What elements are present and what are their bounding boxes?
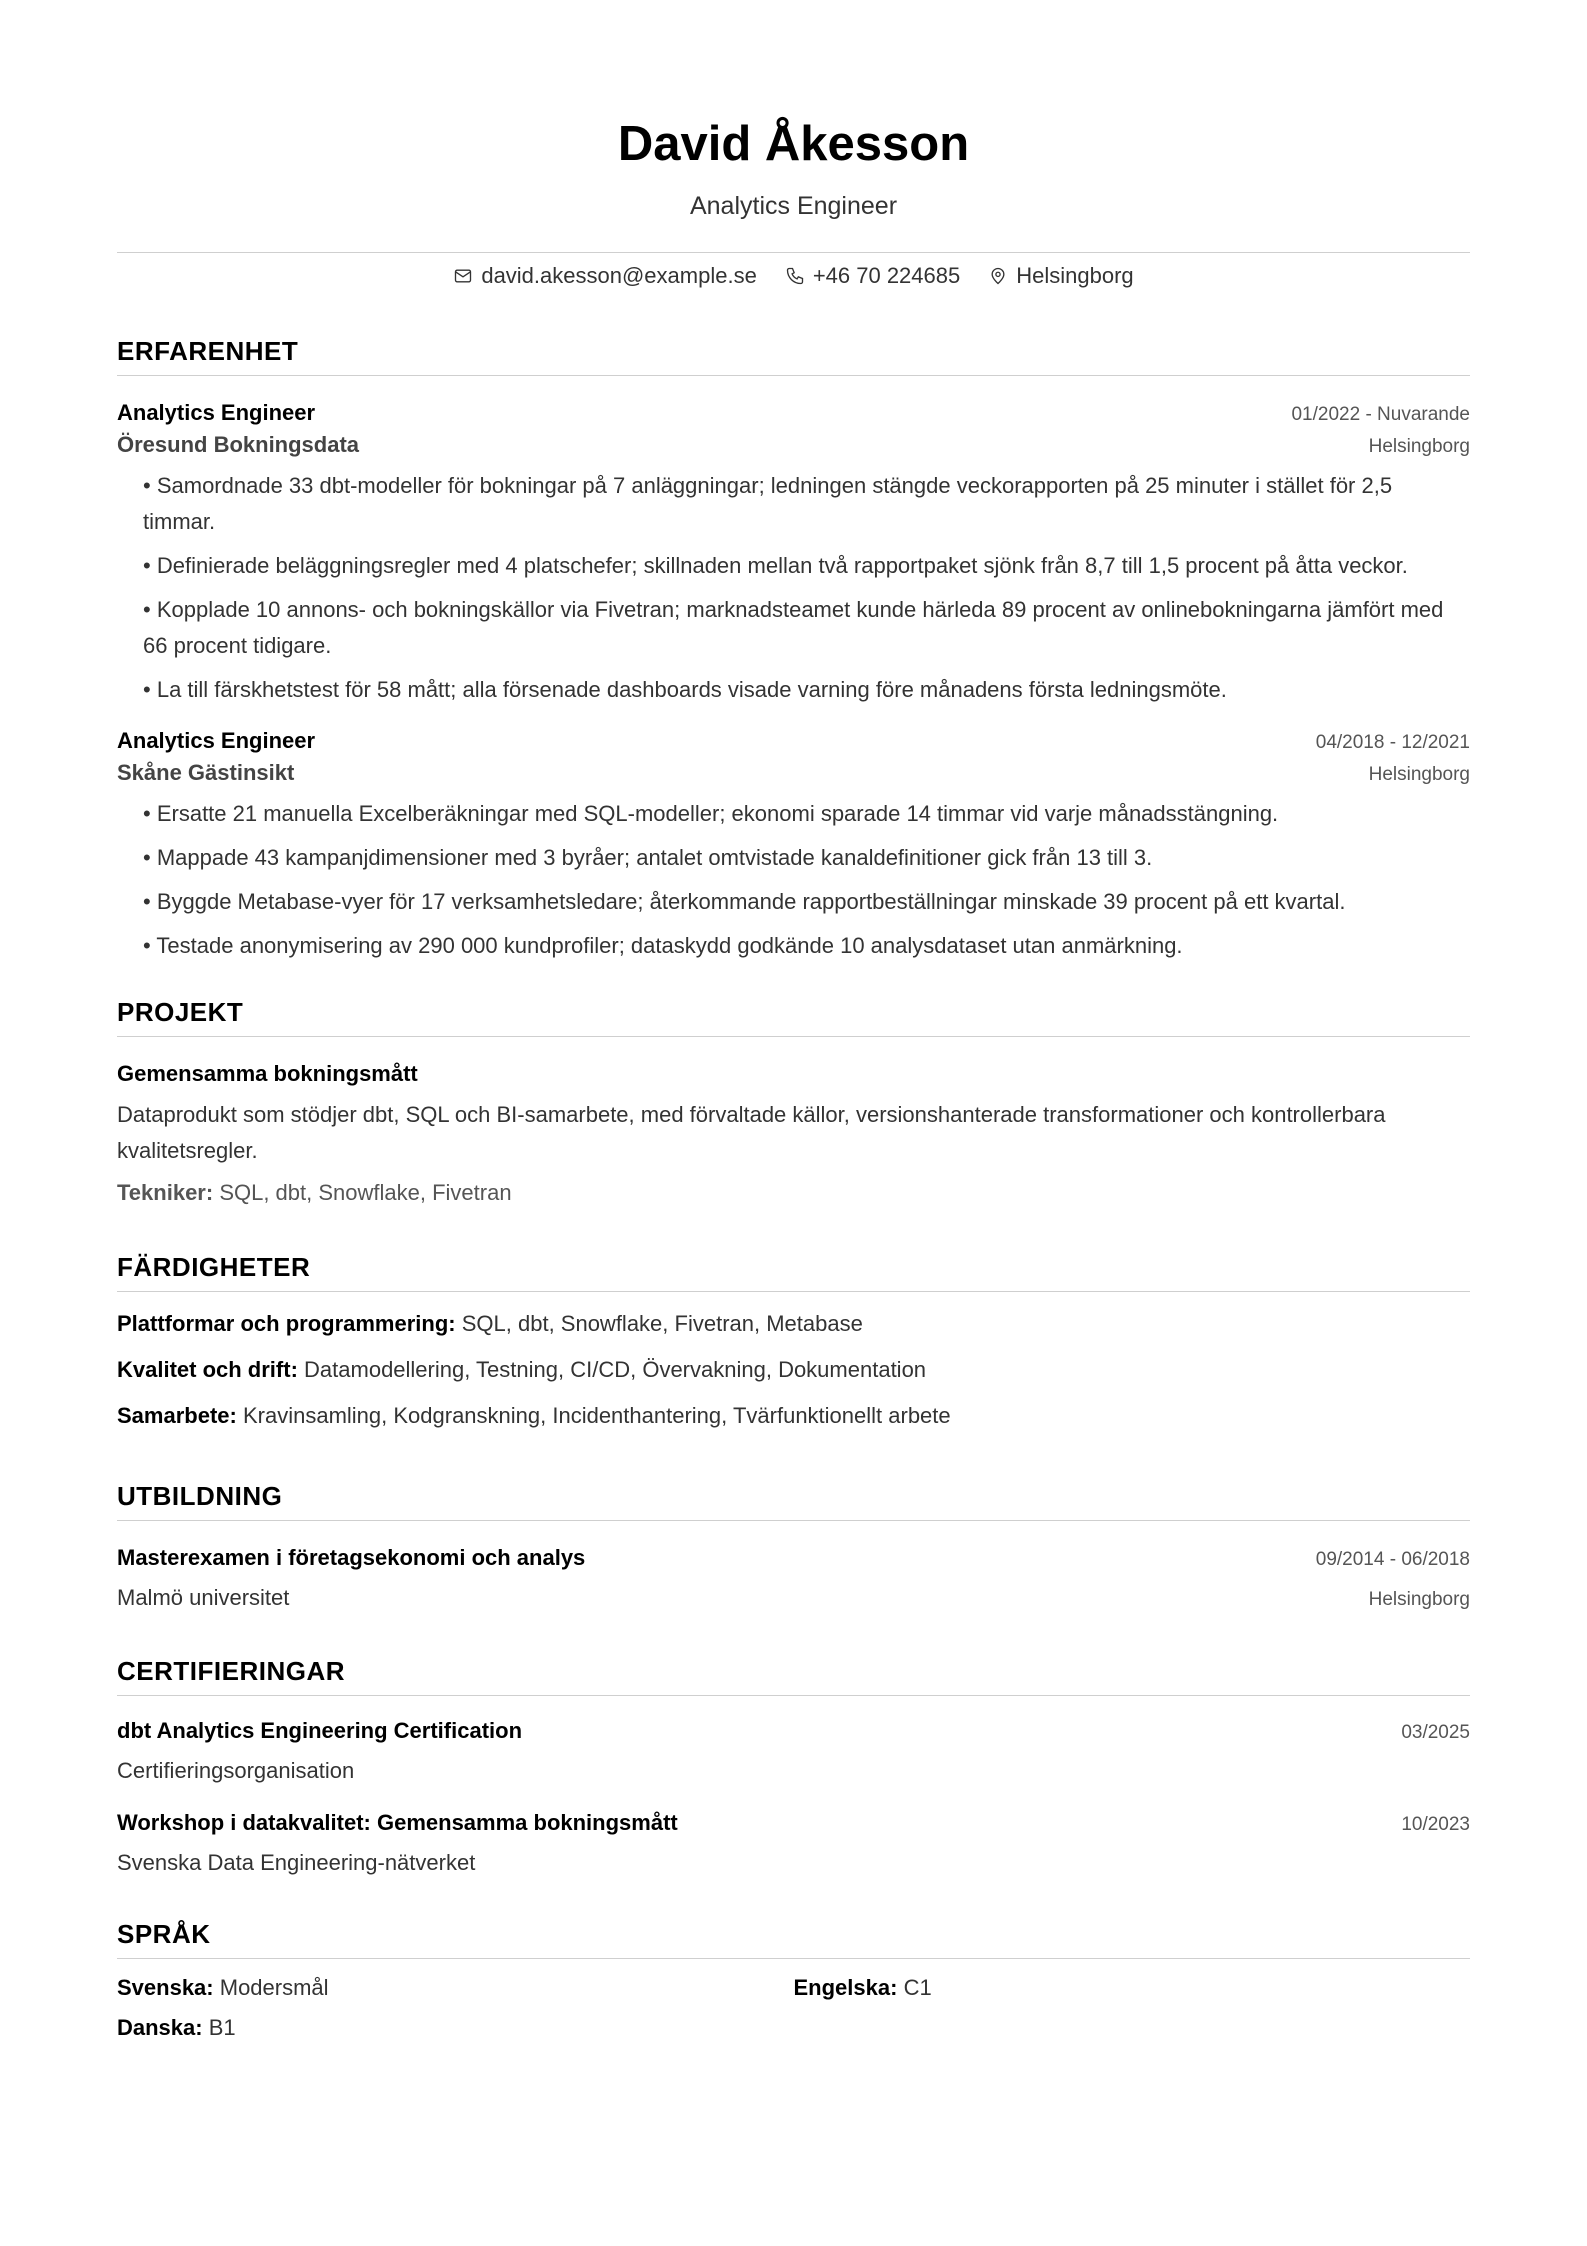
job-entry xyxy=(117,398,1470,708)
language-name: Svenska: xyxy=(117,1975,214,2000)
contact-bar xyxy=(117,261,1470,291)
job-bullet: • Mappade 43 kampanjdimensioner med 3 byråer; antalet omtvistade kanaldefinitioner gick från 13 till 3. xyxy=(143,840,1470,876)
job-location: Helsingborg xyxy=(1368,764,1470,785)
job-bullet: • La till färskhetstest för 58 mått; alla försenade dashboards visade varning före månadens första ledningsmöte. xyxy=(143,672,1470,708)
certification-name: Workshop i datakvalitet: Gemensamma bokningsmått xyxy=(117,1810,678,1835)
project-tech-label: Tekniker: xyxy=(117,1180,214,1205)
certifications-heading: CERTIFIERINGAR xyxy=(117,1655,1470,1696)
education-dates: 09/2014 - 06/2018 xyxy=(1315,1549,1470,1570)
job-bullet: • Kopplade 10 annons- och bokningskällor via Fivetran; marknadsteamet kunde härleda 89 procent av onlinebokningarna jämfört med 66 procent tidigare. xyxy=(143,592,1470,664)
language-level: C1 xyxy=(903,1975,932,2000)
project-description: Dataprodukt som stödjer dbt, SQL och BI-samarbete, med förvaltade källor, versionshanterade transformationer och kontrollerbara kvalitetsregler. xyxy=(117,1102,1386,1163)
certification-date: 03/2025 xyxy=(1401,1722,1470,1743)
phone-text: +46 70 224685 xyxy=(812,263,961,288)
language-level: B1 xyxy=(208,2015,236,2040)
certification-org: Certifieringsorganisation xyxy=(117,1758,355,1783)
skill-label: Kvalitet och drift: xyxy=(117,1357,298,1382)
skill-label: Samarbete: xyxy=(117,1403,237,1428)
project-name: Gemensamma bokningsmått xyxy=(117,1061,418,1086)
skill-label: Plattformar och programmering: xyxy=(117,1311,456,1336)
skill-row xyxy=(117,1352,1470,1388)
certification-entry xyxy=(117,1808,1470,1878)
candidate-name: David Åkesson xyxy=(617,117,970,171)
job-dates: 04/2018 - 12/2021 xyxy=(1315,732,1470,753)
job-company: Öresund Bokningsdata xyxy=(117,432,360,457)
skill-value: Datamodellering, Testning, CI/CD, Övervakning, Dokumentation xyxy=(304,1357,927,1382)
mail-icon xyxy=(453,266,473,286)
language-name: Danska: xyxy=(117,2015,203,2040)
skill-row xyxy=(117,1398,1470,1434)
experience-heading: ERFARENHET xyxy=(117,335,1470,376)
job-dates: 01/2022 - Nuvarande xyxy=(1291,404,1470,425)
job-company: Skåne Gästinsikt xyxy=(117,760,295,785)
job-bullet: • Ersatte 21 manuella Excelberäkningar med SQL-modeller; ekonomi sparade 14 timmar vid varje månadsstängning. xyxy=(143,796,1470,832)
certification-name: dbt Analytics Engineering Certification xyxy=(117,1718,523,1743)
education-location: Helsingborg xyxy=(1368,1589,1470,1610)
job-role: Analytics Engineer xyxy=(117,400,316,425)
job-bullet: • Definierade beläggningsregler med 4 platschefer; skillnaden mellan två rapportpaket sjönk från 8,7 till 1,5 procent på åtta veckor. xyxy=(143,548,1470,584)
job-role: Analytics Engineer xyxy=(117,728,316,753)
languages-list xyxy=(117,1973,1470,2043)
job-entry xyxy=(117,726,1470,964)
language-level: Modersmål xyxy=(219,1975,329,2000)
phone-icon xyxy=(785,266,805,286)
education-entry xyxy=(117,1543,1470,1615)
candidate-headline: Analytics Engineer xyxy=(689,192,898,220)
projects-heading: PROJEKT xyxy=(117,996,1470,1037)
project-tech-value: SQL, dbt, Snowflake, Fivetran xyxy=(219,1180,512,1205)
map-pin-icon xyxy=(988,266,1008,286)
job-bullet: • Samordnade 33 dbt-modeller för bokningar på 7 anläggningar; ledningen stängde veckorapporten på 25 minuter i stället för 2,5 timmar. xyxy=(143,468,1470,540)
location-text: Helsingborg xyxy=(1016,263,1134,288)
email-text: david.akesson@example.se xyxy=(481,263,757,288)
job-bullets xyxy=(117,468,1470,708)
job-bullet: • Testade anonymisering av 290 000 kundprofiler; dataskydd godkände 10 analysdataset utan anmärkning. xyxy=(143,928,1470,964)
skill-value: Kravinsamling, Kodgranskning, Incidenthantering, Tvärfunktionellt arbete xyxy=(242,1403,951,1428)
header-divider xyxy=(117,252,1470,253)
education-degree: Masterexamen i företagsekonomi och analys xyxy=(117,1545,586,1570)
job-bullets xyxy=(117,796,1470,964)
education-school: Malmö universitet xyxy=(117,1585,290,1610)
job-bullet: • Byggde Metabase-vyer för 17 verksamhetsledare; återkommande rapportbeställningar minskade 39 procent på ett kvartal. xyxy=(143,884,1470,920)
job-location: Helsingborg xyxy=(1368,436,1470,457)
certification-org: Svenska Data Engineering-nätverket xyxy=(117,1850,476,1875)
language-item xyxy=(117,2013,794,2043)
contact-phone[interactable] xyxy=(785,261,960,291)
skill-row xyxy=(117,1306,1470,1342)
project-entry xyxy=(117,1059,1470,1211)
project-tech xyxy=(117,1175,1470,1211)
contact-email[interactable] xyxy=(453,261,756,291)
contact-location xyxy=(988,261,1133,291)
skills-heading: FÄRDIGHETER xyxy=(117,1251,1470,1292)
languages-heading: SPRÅK xyxy=(117,1918,1470,1959)
education-heading: UTBILDNING xyxy=(117,1480,1470,1521)
language-item xyxy=(117,1973,794,2003)
language-name: Engelska: xyxy=(793,1975,898,2000)
language-item xyxy=(794,1973,1471,2003)
certification-date: 10/2023 xyxy=(1401,1814,1470,1835)
skill-value: SQL, dbt, Snowflake, Fivetran, Metabase xyxy=(461,1311,863,1336)
certification-entry xyxy=(117,1716,1470,1786)
